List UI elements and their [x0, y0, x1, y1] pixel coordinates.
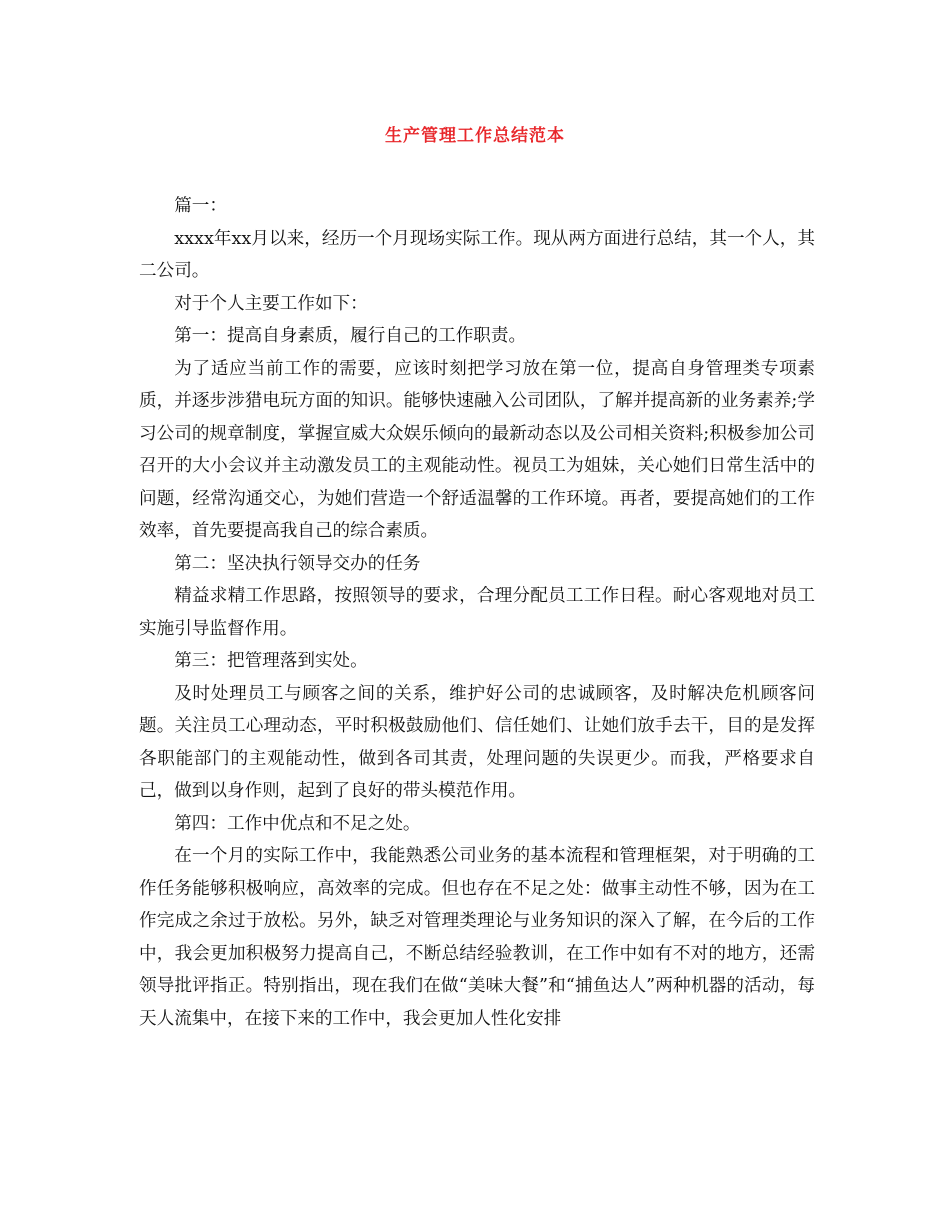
paragraph-point-three-body: 及时处理员工与顾客之间的关系，维护好公司的忠诚顾客，及时解决危机顾客问题。关注员工心理动态，平时积极鼓励他们、信任她们、让她们放手去干，目的是发挥各职能部门的主观能动性，做到各司其责，处理问题的失误更少。而我，严格要求自己，做到以身作则，起到了良好的带头模范作用。	[139, 683, 815, 801]
paragraph-point-two-heading: 第二：坚决执行领导交办的任务	[174, 553, 421, 574]
paragraph-point-three-heading: 第三：把管理落到实处。	[174, 651, 368, 671]
paragraph-point-one-body: 为了适应当前工作的需要，应该时刻把学习放在第一位，提高自身管理类专项素质，并逐步涉猎电玩方面的知识。能够快速融入公司团队，了解并提高新的业务素养;学习公司的规章制度，掌握宣威大众娱乐倾向的最新动态以及公司相关资料;积极参加公司召开的大小会议并主动激发员工的主观能动性。视员工为姐妹，关心她们日常生活中的问题，经常沟通交心，为她们营造一个舒适温馨的工作环境。再者，要提高她们的工作效率，首先要提高我自己的综合素质。	[139, 358, 815, 541]
paragraph-personal-work-heading: 对于个人主要工作如下：	[174, 293, 368, 314]
document-title: 生产管理工作总结范本	[385, 126, 565, 146]
paragraph-point-four-heading: 第四：工作中优点和不足之处。	[174, 813, 421, 834]
document-body	[139, 190, 815, 1035]
paragraph-point-four-body: 在一个月的实际工作中，我能熟悉公司业务的基本流程和管理框架，对于明确的工作任务能够积极响应，高效率的完成。但也存在不足之处：做事主动性不够，因为在工作完成之余过于放松。另外，缺乏对管理类理论与业务知识的深入了解，在今后的工作中，我会更加积极努力提高自己，不断总结经验教训，在工作中如有不对的地方，还需领导批评指正。特别指出，现在我们在做“美味大餐”和“捕鱼达人”两种机器的活动，每天人流集中，在接下来的工作中，我会更加人性化安排	[139, 846, 815, 1029]
paragraph-point-one-heading: 第一：提高自身素质，履行自己的工作职责。	[174, 326, 527, 346]
paragraph-section-label: 篇一：	[174, 196, 227, 216]
paragraph-point-two-body: 精益求精工作思路，按照领导的要求，合理分配员工工作日程。耐心客观地对员工实施引导监督作用。	[139, 586, 815, 639]
paragraph-intro: xxxx年xx月以来，经历一个月现场实际工作。现从两方面进行总结，其一个人，其二公司。	[139, 228, 815, 281]
